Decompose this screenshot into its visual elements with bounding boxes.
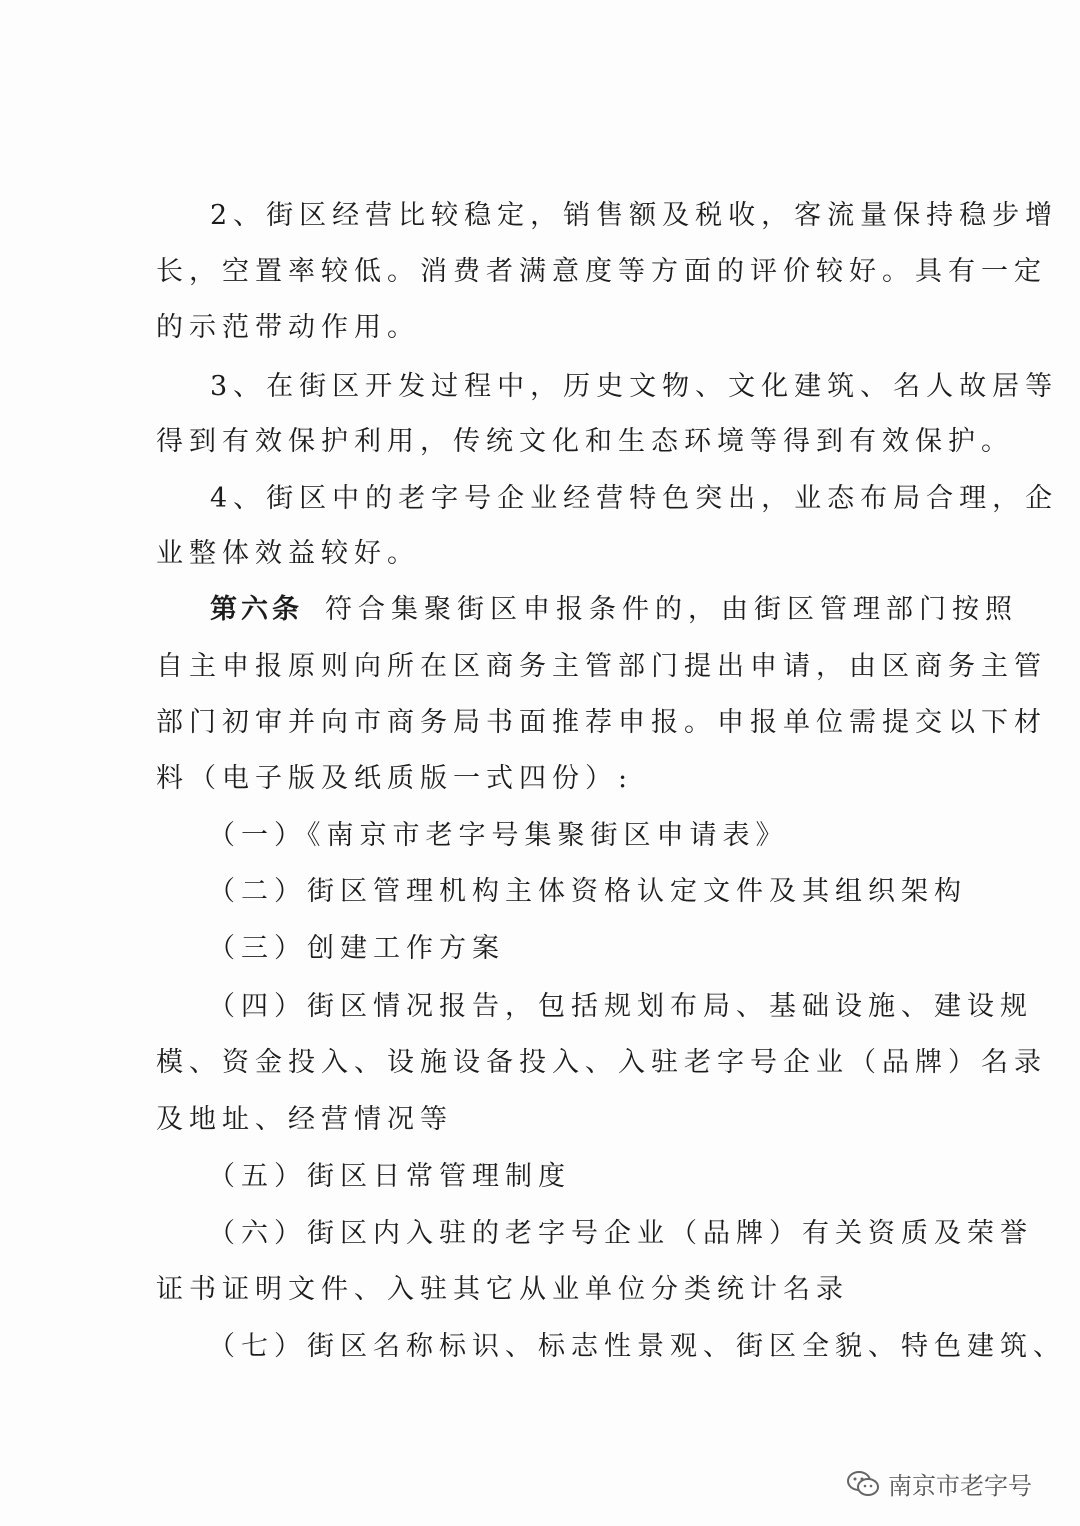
article-six-line	[210, 593, 1018, 627]
list-item: （五）街区日常管理制度	[208, 1161, 571, 1192]
list-item: （四）街区情况报告，包括规划布局、基础设施、建设规	[208, 991, 1033, 1022]
paragraph-line: 料（电子版及纸质版一式四份）:	[156, 763, 634, 794]
paragraph-line: 部门初审并向市商务局书面推荐申报。申报单位需提交以下材	[156, 707, 1047, 738]
list-item: （七）街区名称标识、标志性景观、街区全貌、特色建筑、	[208, 1331, 1066, 1362]
article-heading: 第六条	[210, 594, 303, 625]
paragraph-line: 4、街区中的老字号企业经营特色突出，业态布局合理，企	[210, 483, 1059, 514]
paragraph-line: 得到有效保护利用，传统文化和生态环境等得到有效保护。	[156, 426, 1014, 457]
watermark-text: 南京市老字号	[888, 1472, 1032, 1500]
paragraph-line: 证书证明文件、入驻其它从业单位分类统计名录	[156, 1274, 849, 1305]
paragraph-line: 3、在街区开发过程中，历史文物、文化建筑、名人故居等	[210, 371, 1059, 402]
paragraph-line: 模、资金投入、设施设备投入、入驻老字号企业（品牌）名录	[156, 1047, 1047, 1078]
list-item: （一）《南京市老字号集聚街区申请表》	[208, 820, 789, 851]
paragraph-line: 的示范带动作用。	[156, 312, 420, 343]
watermark	[846, 1466, 1032, 1501]
paragraph-line: 及地址、经营情况等	[156, 1104, 453, 1135]
wechat-icon	[846, 1469, 880, 1499]
list-item: （二）街区管理机构主体资格认定文件及其组织架构	[208, 876, 967, 907]
paragraph-line: 2、街区经营比较稳定，销售额及税收，客流量保持稳步增	[210, 200, 1059, 231]
list-item: （三）创建工作方案	[208, 933, 505, 964]
paragraph-line: 业整体效益较好。	[156, 538, 420, 569]
list-item: （六）街区内入驻的老字号企业（品牌）有关资质及荣誉	[208, 1218, 1033, 1249]
paragraph-line: 长，空置率较低。消费者满意度等方面的评价较好。具有一定	[156, 256, 1047, 287]
article-text: 符合集聚街区申报条件的，由街区管理部门按照	[325, 594, 1018, 625]
paragraph-line: 自主申报原则向所在区商务主管部门提出申请，由区商务主管	[156, 651, 1047, 682]
